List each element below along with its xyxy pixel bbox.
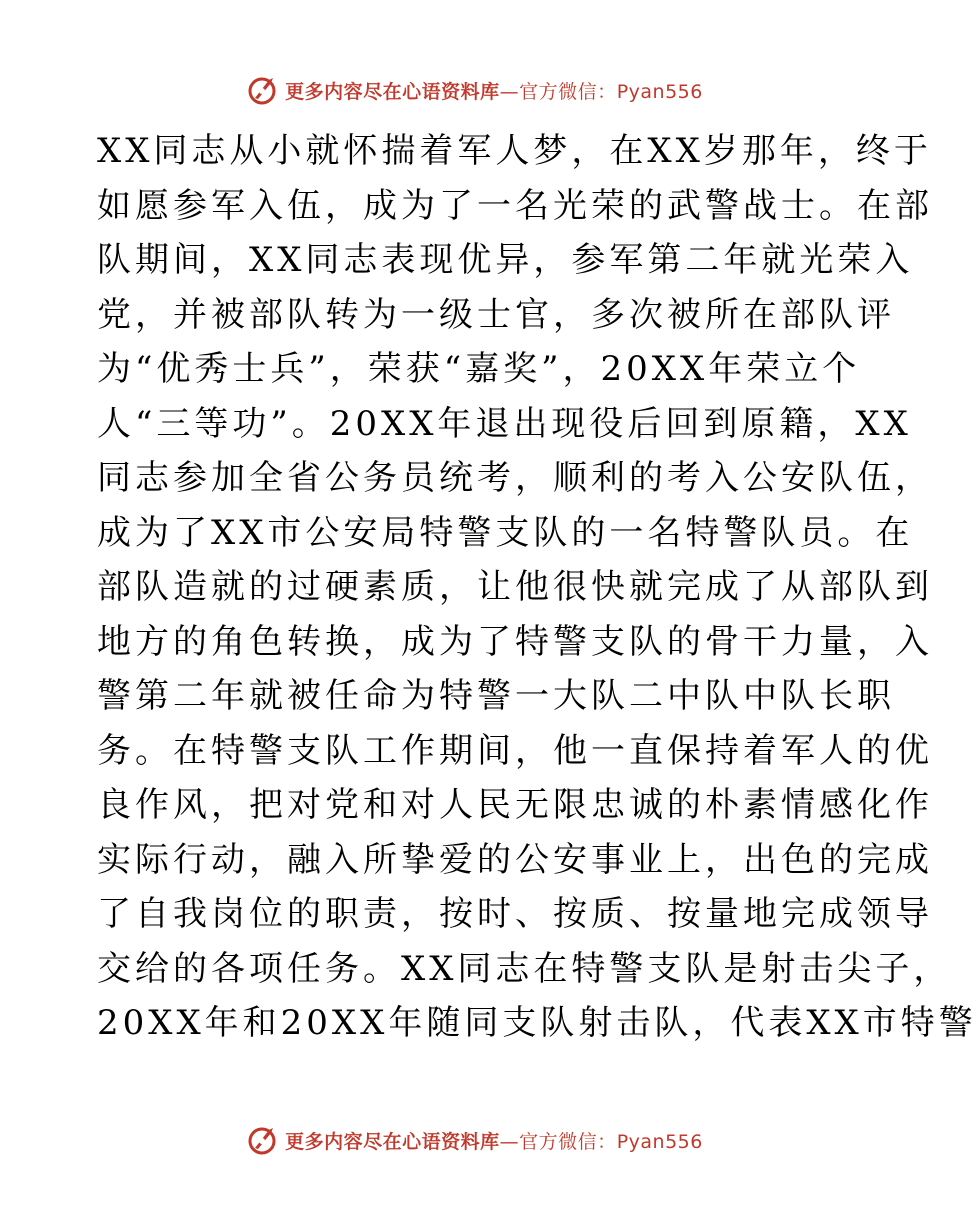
header-banner-separator: —: [499, 80, 520, 103]
body-line-15: 了自我岗位的职责，按时、按质、按量地完成领导: [97, 894, 933, 934]
body-line-17: 20XX年和20XX年随同支队射击队，代表XX市特警: [97, 1003, 977, 1043]
body-line-8: 成为了XX市公安局特警支队的一名特警队员。在: [97, 512, 914, 553]
body-line-13: 良作风，把对党和对人民无限忠诚的朴素情感化作: [97, 785, 933, 825]
header-banner-main: 更多内容尽在心语资料库: [285, 80, 500, 103]
body-line-2: 如愿参军入伍，成为了一名光荣的武警战士。在部: [97, 185, 933, 226]
footer-banner-separator: —: [499, 1130, 520, 1153]
footer-banner-label: 官方微信：: [519, 1130, 617, 1153]
body-line-7: 同志参加全省公务员统考，顺利的考入公安队伍，: [97, 458, 933, 498]
footer-banner-text: [285, 1127, 703, 1154]
quill-pen-circle-icon: [247, 1124, 279, 1156]
body-line-3: 队期间，XX同志表现优异，参军第二年就光荣入: [97, 240, 914, 280]
body-line-4: 党，并被部队转为一级士官，多次被所在部队评: [97, 294, 895, 335]
header-banner-label: 官方微信：: [519, 80, 617, 103]
header-banner-wechat-id: Pyan556: [616, 80, 703, 103]
body-line-1: XX同志从小就怀揣着军人梦，在XX岁那年，终于: [97, 131, 932, 171]
body-line-14: 实际行动，融入所挚爱的公安事业上，出色的完成: [97, 839, 933, 880]
body-line-16: 交给的各项任务。XX同志在特警支队是射击尖子，: [97, 948, 952, 989]
body-line-6: 人“三等功”。20XX年退出现役后回到原籍，XX: [97, 403, 912, 444]
footer-banner-wechat-id: Pyan556: [616, 1130, 703, 1153]
header-banner-text: [285, 77, 703, 104]
body-line-11: 警第二年就被任命为特警一大队二中队中队长职: [97, 676, 895, 716]
body-line-5: 为“优秀士兵”，荣获“嘉奖”，20XX年荣立个: [97, 349, 861, 389]
footer-banner: [0, 1120, 950, 1160]
quill-pen-circle-icon: [247, 74, 279, 106]
body-line-12: 务。在特警支队工作期间，他一直保持着军人的优: [97, 730, 933, 771]
header-banner: [0, 70, 950, 110]
body-line-9: 部队造就的过硬素质，让他很快就完成了从部队到: [97, 567, 933, 607]
document-body: [97, 124, 977, 1051]
footer-banner-main: 更多内容尽在心语资料库: [285, 1130, 500, 1153]
body-line-10: 地方的角色转换，成为了特警支队的骨干力量，入: [97, 621, 933, 662]
